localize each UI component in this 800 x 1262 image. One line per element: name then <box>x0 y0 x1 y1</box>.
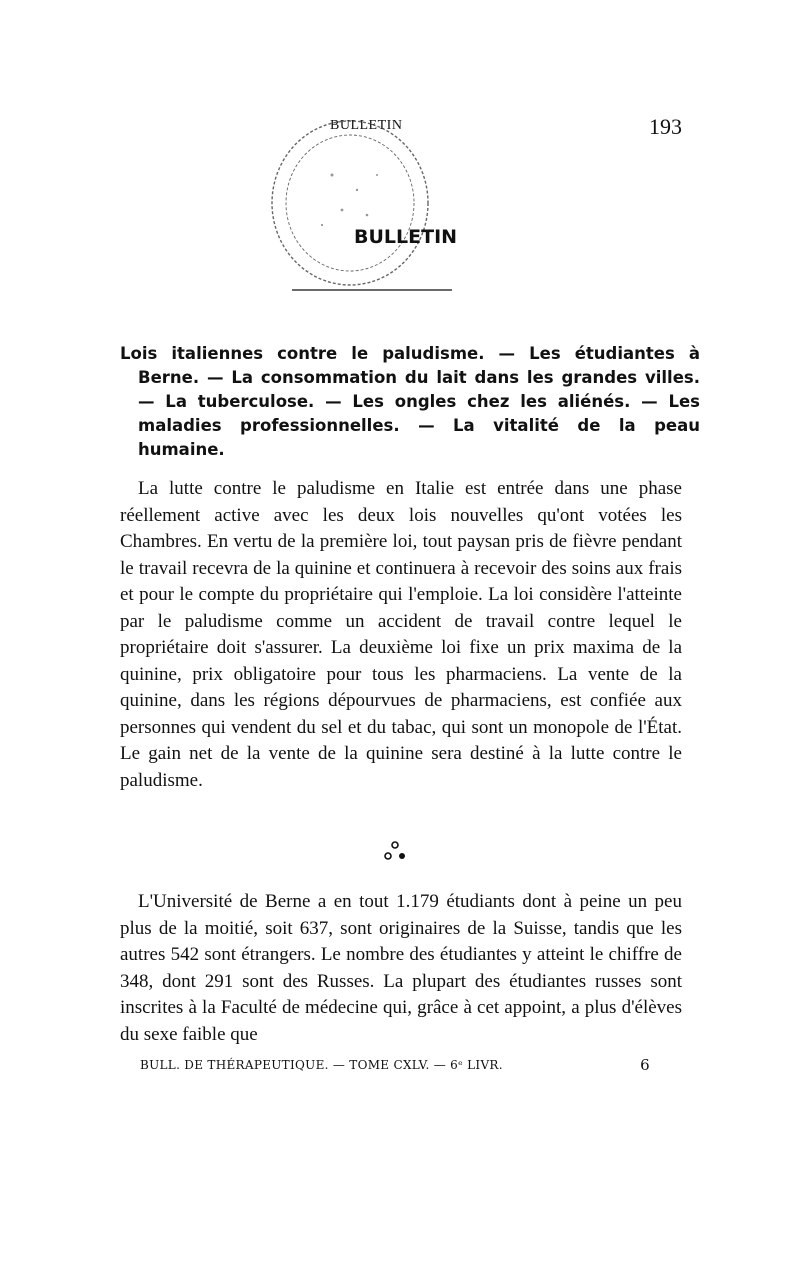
running-title: BULLETIN <box>330 118 403 133</box>
asterism-separator <box>383 838 407 864</box>
footer-journal-line: BULL. DE THÉRAPEUTIQUE. — TOME CXLV. — 6ᵉ LIVR. <box>140 1058 503 1072</box>
page-footer <box>140 1058 650 1072</box>
page-number: 193 <box>649 114 682 139</box>
paragraph-universite-berne: L'Université de Berne a en tout 1.179 étudiants dont à peine un peu plus de la moitié, soit 637, sont originaires de la Suisse, tandis que les autres 542 sont étrangers. Le nombre des étudiantes y atteint le chiffre de 348, dont 291 sont des Russes. La plupart des étudiantes russes sont inscrites à la Faculté de médecine qui, grâce à cet appoint, a plus d'élèves du sexe faible que <box>120 891 682 1045</box>
paragraph-paludisme: La lutte contre le paludisme en Italie est entrée dans une phase réellement active avec les deux lois nouvelles qu'ont votées les Chambres. En vertu de la première loi, tout paysan pris de fièvre pendant le travail recevra de la quinine et continuera à recevoir des soins aux frais et pour le compte du propriétaire qui l'emploie. La loi considère l'atteinte par le paludisme comme un accident de travail contre lequel le propriétaire doit s'assurer. La deuxième loi fixe un prix maxima de la quinine, prix obligatoire pour tous les pharmaciens. La vente de la quinine, dans les régions dépourvues de pharmaciens, est confiée aux personnes qui vendent du sel et du tabac, qui sont un monopole de l'État. Le gain net de la vente de la quinine sera destiné à la lutte contre le paludisme. <box>120 478 682 791</box>
signature-mark: 6 <box>640 1056 650 1074</box>
article-heading: Lois italiennes contre le paludisme. — Les étudiantes à Berne. — La consommation du lait dans les grandes villes. — La tuberculose. — Les ongles chez les aliénés. — Les maladies professionnelles. — La vitalité de la peau humaine. <box>120 344 700 459</box>
stamp-text: BULLETIN <box>354 226 458 248</box>
library-stamp <box>262 115 462 300</box>
